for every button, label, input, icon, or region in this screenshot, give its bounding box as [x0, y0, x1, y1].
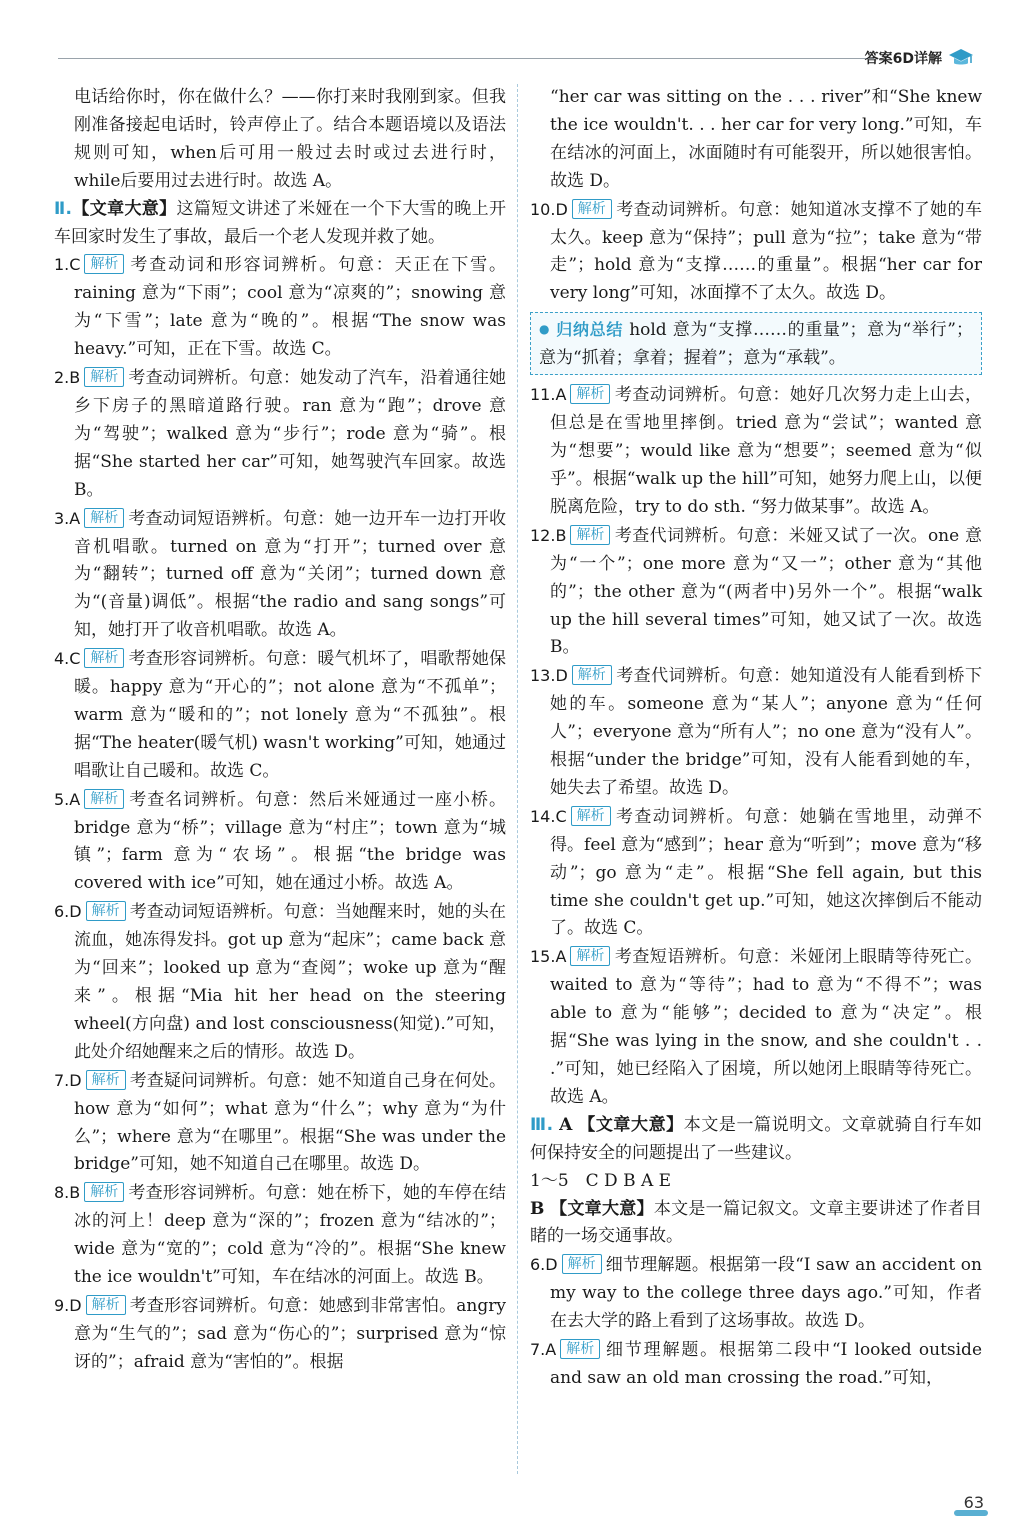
item-answer: D — [69, 1070, 82, 1090]
answer-item — [530, 943, 982, 1111]
item-answer: A — [69, 789, 81, 809]
item-answer: C — [555, 806, 567, 826]
answer-item — [54, 786, 506, 899]
left-answer-list — [54, 251, 506, 1376]
item-answer: D — [69, 902, 82, 922]
part-b-text: 本文是一篇记叙文。文章主要讲述了作者目睹的一场交通事故。 — [530, 1198, 983, 1247]
answer-item — [54, 1292, 506, 1377]
right-answer-list-a — [530, 196, 982, 309]
item-number: 6. — [54, 902, 70, 922]
item-answer: A — [555, 385, 567, 405]
analysis-tag: 解析 — [572, 665, 612, 685]
analysis-tag: 解析 — [572, 199, 612, 219]
section-text: 这篇短文讲述了米娅在一个下大雪的晚上开车回家时发生了事故，最后一个老人发现并救了她。 — [54, 198, 506, 247]
item-text: 细节理解题。根据第一段“I saw an accident on my way to the college three days ago.”可知，作者在去大学的路上看到了这场事故。故选 D。 — [550, 1255, 982, 1332]
graduation-cap-icon — [948, 47, 974, 69]
answer-item — [54, 1067, 506, 1180]
item-number: 6. — [530, 1255, 546, 1275]
item-text: 考查动词短语辨析。句意：她一边开车一边打开收音机唱歌。turned on 意为“打开”；turned over 意为“翻转”；turned off 意为“关闭”；turned down 意为“(音量)调低”。根据“the radio and sang songs”可知，她打开了收音机唱歌。故选 A。 — [74, 508, 506, 641]
item-number: 7. — [54, 1070, 70, 1090]
analysis-tag: 解析 — [84, 789, 124, 809]
item-answer: D — [555, 199, 568, 219]
summary-title: 归纳总结 — [556, 320, 624, 340]
item-answer: D — [69, 1295, 82, 1315]
section-label: 【文章大意】 — [550, 1198, 654, 1219]
answer-item — [530, 803, 982, 944]
answer-item — [530, 522, 982, 663]
item-answer: B — [69, 1183, 81, 1203]
analysis-tag: 解析 — [571, 806, 611, 826]
item-number: 7. — [530, 1340, 546, 1360]
item-answer: D — [555, 666, 568, 686]
item-text: 考查形容词辨析。句意：她感到非常害怕。angry 意为“生气的”；sad 意为“伤心的”；surprised 意为“惊讶的”；afraid 意为“害怕的”。根据 — [74, 1295, 506, 1372]
summary-dot-icon: ● — [539, 322, 551, 337]
item-text: 考查短语辨析。句意：米娅闭上眼睛等待死亡。waited to 意为“等待”；had to 意为“不得不”；was able to 意为“能够”；decided to 意为“决定”。根据“She was lying in the snow, and she couldn't . . .”可知，她已经陷入了困境，所以她闭上眼睛等待死亡。故选 A。 — [550, 947, 982, 1107]
analysis-tag: 解析 — [84, 1182, 124, 1202]
right-answer-list-c — [530, 1251, 982, 1393]
item-text: 考查动词和形容词辨析。句意：天正在下雪。raining 意为“下雨”；cool 意为“凉爽的”；snowing 意为“下雪”；late 意为“晚的”。根据“The snow was heavy.”可知，正在下雪。故选 C。 — [74, 255, 506, 360]
header-brand — [865, 44, 974, 72]
item-text: 考查动词短语辨析。句意：当她醒来时，她的头在流血，她冻得发抖。got up 意为“起床”；came back 意为“回来”；looked up 意为“查阅”；woke up 意为“醒来”。根据“Mia hit her head on the steering wheel(方向盘) and lost consciousness(知觉).”可知，此处介绍她醒来之后的情形。故选 D。 — [74, 902, 506, 1062]
section-mark: Ⅱ. — [54, 198, 73, 219]
analysis-tag: 解析 — [570, 384, 610, 404]
analysis-tag: 解析 — [86, 1070, 126, 1090]
section-label: 【文章大意】 — [578, 1114, 684, 1135]
part-b-letter: B — [530, 1198, 545, 1219]
item-number: 3. — [54, 508, 70, 528]
item-text: 细节理解题。根据第二段中“I looked outside and saw an old man crossing the road.”可知， — [550, 1340, 982, 1388]
answer-item — [54, 505, 506, 646]
item-text: 考查形容词辨析。句意：暖气机坏了，唱歌帮她保暖。happy 意为“开心的”；not alone 意为“不孤单”；warm 意为“暖和的”；not lonely 意为“不孤独”。根据“The heater(暖气机) wasn't working”可知，她通过唱歌让自己暖和。故选 C。 — [74, 649, 506, 781]
item-answer: A — [69, 508, 81, 528]
item-number: 11. — [530, 385, 556, 405]
section-mark: Ⅲ. — [530, 1114, 554, 1135]
item-number: 12. — [530, 525, 556, 545]
item-text: 考查名词辨析。句意：然后米娅通过一座小桥。bridge 意为“桥”；village 意为“村庄”；town 意为“城镇”；farm 意为“农场”。根据“the bridge was covered with ice”可知，她在通过小桥。故选 A。 — [74, 789, 506, 894]
continued-paragraph: “her car was sitting on the . . . river”和“She knew the ice wouldn't. . . her car for very long.”可知，车在结冰的河面上，冰面随时有可能裂开，所以她很害怕。故选 D。 — [550, 87, 982, 191]
part-a-text: 本文是一篇说明文。文章就骑自行车如何保持安全的问题提出了一些建议。 — [530, 1114, 982, 1163]
item-answer: B — [69, 368, 81, 388]
item-number: 13. — [530, 666, 556, 686]
item-number: 9. — [54, 1295, 70, 1315]
left-column — [54, 84, 506, 1377]
analysis-tag: 解析 — [570, 525, 610, 545]
header-rule — [58, 58, 874, 59]
answer-item — [54, 645, 506, 786]
item-answer: C — [69, 649, 81, 669]
answer-item — [54, 251, 506, 364]
item-number: 8. — [54, 1183, 70, 1203]
analysis-tag: 解析 — [560, 1339, 600, 1359]
item-number: 4. — [54, 649, 70, 669]
summary-text: hold 意为“支撑……的重量”；意为“举行”；意为“抓着；拿着；握着”；意为“承载”。 — [539, 320, 973, 369]
analysis-tag: 解析 — [84, 367, 124, 387]
analysis-tag: 解析 — [84, 508, 124, 528]
answer-item — [54, 364, 506, 505]
item-text: 考查代词辨析。句意：她知道没有人能看到桥下她的车。someone 意为“某人”；anyone 意为“任何人”；everyone 意为“所有人”；no one 意为“没有人”。根据“under the bridge”可知，没有人能看到她的车，她失去了希望。故选 D。 — [550, 666, 982, 798]
page-number: 63 — [963, 1493, 984, 1512]
answer-item — [530, 1251, 982, 1336]
analysis-tag: 解析 — [86, 1295, 126, 1315]
item-answer: C — [69, 255, 81, 275]
section-2-summary — [54, 196, 506, 252]
answer-item — [530, 1336, 982, 1393]
item-answer: B — [555, 525, 567, 545]
analysis-tag: 解析 — [570, 946, 610, 966]
answer-item — [54, 1179, 506, 1292]
analysis-tag: 解析 — [84, 648, 124, 668]
summary-box — [530, 312, 982, 375]
item-answer: A — [545, 1340, 557, 1360]
item-text: 考查动词辨析。句意：她好几次努力走上山去，但总是在雪地里摔倒。tried 意为“尝试”；wanted 意为“想要”；would like 意为“想要”；seemed 意为“似乎”。根据“walk up the hill”可知，她努力爬上山，以便脱离危险，try to do sth. “努力做某事”。故选 A。 — [550, 385, 982, 517]
analysis-tag: 解析 — [84, 254, 124, 274]
item-number: 5. — [54, 789, 70, 809]
part-b-summary — [530, 1196, 982, 1252]
item-number: 2. — [54, 368, 70, 388]
answers-1-5: 1～5 C D B A E — [530, 1170, 672, 1191]
item-text: 考查动词辨析。句意：她知道冰支撑不了她的车太久。keep 意为“保持”；pull 意为“拉”；take 意为“带走”；hold 意为“支撑……的重量”。根据“her car for very long”可知，冰面撑不了太久。故选 D。 — [550, 199, 982, 304]
item-text: 考查形容词辨析。句意：她在桥下，她的车停在结冰的河上！deep 意为“深的”；frozen 意为“结冰的”；wide 意为“宽的”；cold 意为“冷的”。根据“She knew the ice wouldn't”可知，车在结冰的河面上。故选 B。 — [74, 1183, 506, 1288]
item-number: 10. — [530, 199, 556, 219]
answer-item — [54, 898, 506, 1066]
section-3-summary — [530, 1112, 982, 1168]
item-number: 15. — [530, 947, 556, 967]
answer-item — [530, 381, 982, 522]
analysis-tag: 解析 — [562, 1254, 602, 1274]
answer-item — [530, 196, 982, 309]
item-answer: A — [555, 947, 567, 967]
part-a-letter: A — [559, 1114, 573, 1135]
analysis-tag: 解析 — [86, 901, 126, 921]
brand-label: 答案6D详解 — [864, 51, 942, 67]
column-divider — [517, 84, 518, 1474]
item-number: 1. — [54, 255, 70, 275]
item-number: 14. — [530, 806, 556, 826]
item-text: 考查疑问词辨析。句意：她不知道自己身在何处。how 意为“如何”；what 意为“什么”；why 意为“为什么”；where 意为“在哪里”。根据“She was under the bridge”可知，她不知道自己在哪里。故选 D。 — [74, 1070, 506, 1175]
item-text: 考查动词辨析。句意：她躺在雪地里，动弹不得。feel 意为“感到”；hear 意为“听到”；move 意为“移动”；go 意为“走”。根据“She fell again, but this time she couldn't get up.”可知，她这次摔倒后不能动了。故选 C。 — [550, 806, 982, 939]
right-answer-list-b — [530, 381, 982, 1112]
section-label: 【文章大意】 — [72, 198, 177, 219]
item-text: 考查代词辨析。句意：米娅又试了一次。one 意为“一个”；one more 意为“又一”；other 意为“其他的”；the other 意为“(两者中)另外一个”。根据“walk up the hill several times”可知，她又试了一次。故选 B。 — [550, 525, 982, 658]
answer-item — [530, 662, 982, 803]
item-text: 考查动词辨析。句意：她发动了汽车，沿着通往她乡下房子的黑暗道路行驶。ran 意为“跑”；drove 意为“驾驶”；walked 意为“步行”；rode 意为“骑”。根据“She started her car”可知，她驾驶汽车回家。故选 B。 — [74, 368, 506, 500]
right-column — [530, 84, 982, 1393]
continued-paragraph: 电话给你时，你在做什么？——你打来时我刚到家。但我刚准备接起电话时，铃声停止了。结合本题语境以及语法规则可知，when后可用一般过去时或过去进行时，while后要用过去进行时。故选 A。 — [74, 87, 506, 191]
item-answer: D — [545, 1255, 558, 1275]
